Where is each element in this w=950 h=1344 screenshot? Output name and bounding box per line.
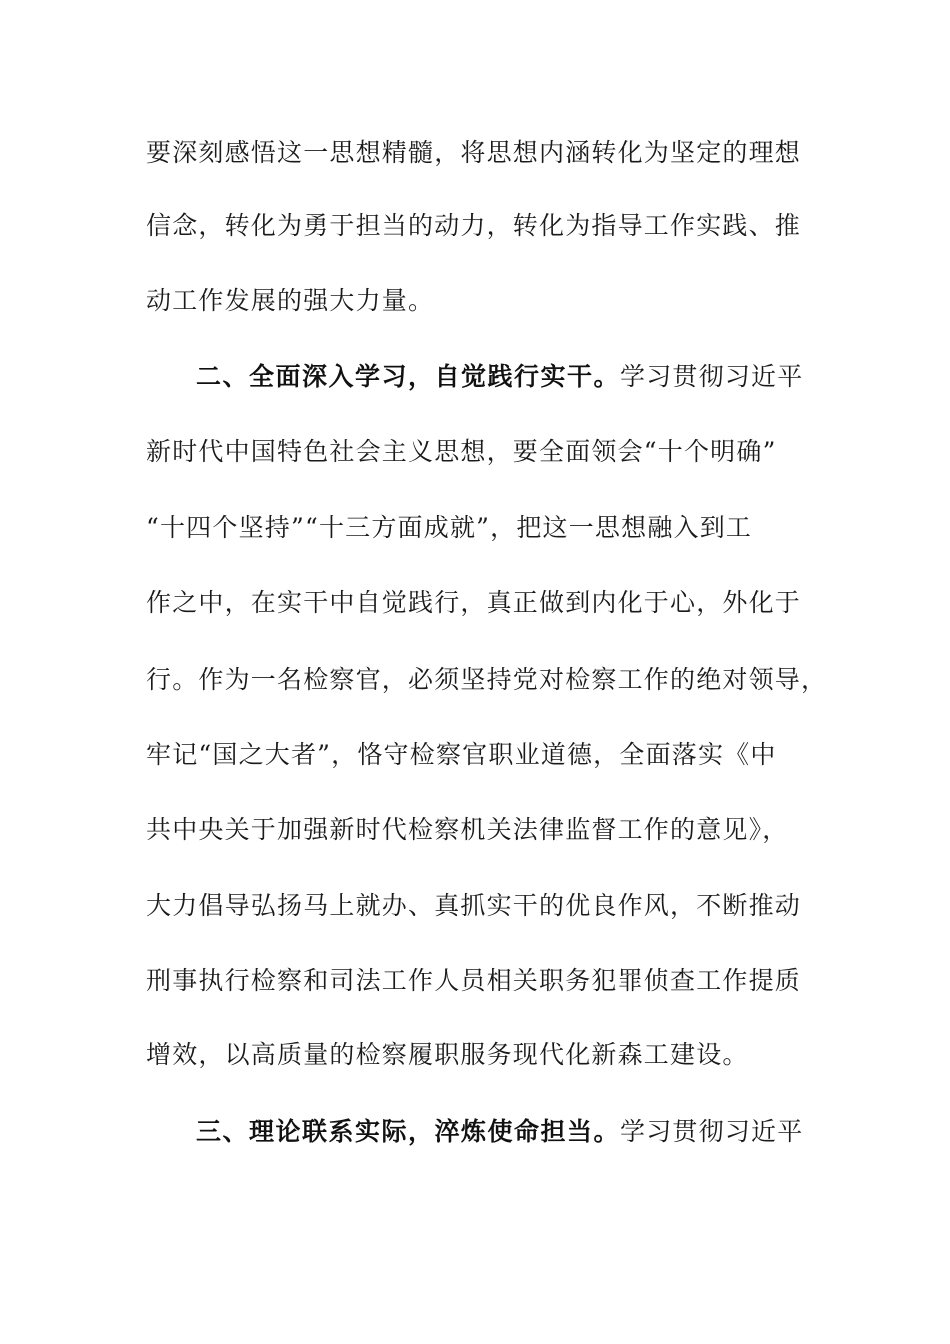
paragraph-1-line-2: 信念，转化为勇于担当的动力，转化为指导工作实践、推: [146, 211, 802, 240]
paragraph-2-line-7: 共中央关于加强新时代检察机关法律监督工作的意见》，: [146, 815, 789, 844]
paragraph-2-line-4: 作之中，在实干中自觉践行，真正做到内化于心，外化于: [146, 588, 802, 617]
paragraph-2-heading: 二、全面深入学习，自觉践行实干。: [196, 362, 621, 391]
paragraph-3-first-line-text: 学习贯彻习近平: [620, 1117, 804, 1146]
paragraph-2-first-line: [196, 357, 876, 397]
paragraph-2-line-6: 牢记“国之大者”，恪守检察官职业道德，全面落实《中: [146, 740, 777, 769]
paragraph-3-first-line: [196, 1112, 876, 1152]
paragraph-2-line-9: 刑事执行检察和司法工作人员相关职务犯罪侦查工作提质: [146, 966, 802, 995]
paragraph-3-heading: 三、理论联系实际，淬炼使命担当。: [196, 1117, 621, 1146]
paragraph-1-line-1: 要深刻感悟这一思想精髓，将思想内涵转化为坚定的理想: [146, 138, 802, 167]
paragraph-2-line-3: “十四个坚持”“十三方面成就”，把这一思想融入到工: [146, 513, 753, 542]
paragraph-1-line-3: 动工作发展的强大力量。: [146, 286, 435, 315]
paragraph-2-line-5: 行。作为一名检察官，必须坚持党对检察工作的绝对领导，: [146, 665, 828, 694]
paragraph-2-line-2: 新时代中国特色社会主义思想，要全面领会“十个明确”: [146, 437, 777, 466]
paragraph-2-line-8: 大力倡导弘扬马上就办、真抓实干的优良作风，不断推动: [146, 891, 802, 920]
paragraph-2-line-10: 增效，以高质量的检察履职服务现代化新森工建设。: [146, 1040, 749, 1069]
paragraph-2-first-line-text: 学习贯彻习近平: [620, 362, 804, 391]
